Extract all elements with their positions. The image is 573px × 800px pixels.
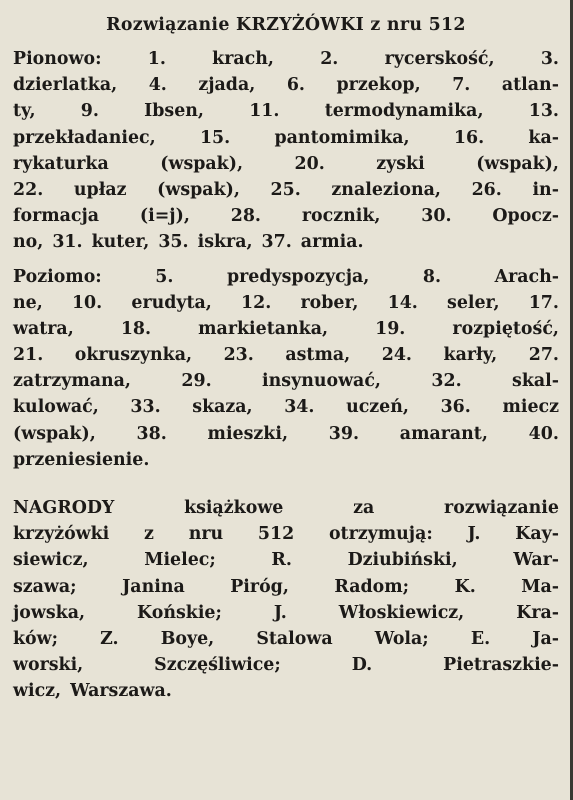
word: erudyta, [131, 292, 212, 313]
word: Radom; [334, 576, 410, 597]
word: worski, [13, 655, 84, 676]
word: znaleziona, [331, 179, 441, 200]
word: ne, [13, 292, 43, 313]
word: Ibsen, [144, 101, 204, 122]
word: 32. [431, 371, 462, 392]
word: 10. [71, 292, 103, 313]
word: 36. [440, 397, 471, 418]
word: 25. [270, 179, 301, 200]
word: rykaturka [13, 153, 109, 174]
text-line [13, 421, 559, 447]
word: rocznik, [301, 206, 381, 227]
word: Opocz- [492, 206, 559, 227]
word: 28. [230, 206, 261, 227]
word: miecz [502, 397, 559, 418]
word: uczeń, [346, 397, 409, 418]
word: 31. [52, 232, 83, 253]
word: nru [188, 524, 224, 545]
word: markietanka, [198, 318, 329, 339]
text-line [13, 652, 559, 678]
text-line [13, 177, 559, 203]
word: 40. [528, 423, 559, 444]
text-line [13, 46, 559, 72]
word: 21. [13, 345, 44, 366]
word: ka- [528, 127, 559, 148]
word: 24. [381, 345, 412, 366]
word: in- [532, 179, 559, 200]
word: J. [273, 602, 287, 623]
text-line [13, 368, 559, 394]
word: (wspak), [157, 179, 240, 200]
word: 6. [286, 75, 305, 96]
word: Kay- [515, 524, 559, 545]
word: karły, [443, 345, 498, 366]
word: Mielec; [144, 550, 216, 571]
word: przeniesienie. [13, 449, 150, 470]
word: Pionowo: [13, 49, 102, 69]
text-line [13, 547, 559, 573]
word: 34. [284, 397, 315, 418]
word: (wspak), [160, 153, 243, 174]
word: Włoskiewicz, [338, 602, 465, 623]
word: 3. [540, 49, 559, 69]
word: krzyżówki [13, 524, 110, 545]
word: no, [13, 232, 44, 253]
section-pionowo [13, 46, 559, 256]
word: 12. [241, 292, 272, 313]
word: szawa; [13, 576, 77, 597]
word: Warszawa. [70, 681, 172, 702]
word: astma, [285, 345, 351, 366]
word: 27. [528, 345, 559, 366]
word: mieszki, [207, 423, 288, 444]
text-line [13, 151, 559, 177]
word: 35. [158, 232, 189, 253]
word: 39. [328, 423, 360, 444]
text-line [13, 264, 559, 290]
word: Boye, [160, 628, 215, 649]
word: 9. [80, 101, 99, 122]
word: przekładaniec, [13, 127, 156, 148]
section-poziomo [13, 264, 559, 474]
word: 26. [471, 179, 502, 200]
word: ty, [13, 101, 36, 122]
word: kulować, [13, 397, 99, 418]
word: zyski [376, 153, 425, 174]
word: zjada, [198, 75, 256, 96]
word: Dziubiński, [347, 550, 458, 571]
text-line [13, 98, 559, 124]
word: 14. [387, 292, 418, 313]
text-line [13, 290, 559, 316]
word: 37. [261, 232, 292, 253]
word: (wspak), [476, 153, 559, 174]
word: Ja- [532, 628, 559, 649]
word: Stalowa [256, 628, 333, 649]
word: siewicz, [13, 550, 89, 571]
text-line [13, 342, 559, 368]
word: 38. [136, 423, 167, 444]
word: 29. [181, 371, 212, 392]
word: armia. [300, 232, 364, 253]
word: 1. [147, 49, 166, 69]
word: formacja [13, 206, 100, 227]
word: D. [351, 655, 373, 676]
word: jowska, [13, 602, 86, 623]
word: seler, [447, 292, 500, 313]
word: książkowe [184, 498, 284, 518]
text-line [13, 229, 559, 255]
word: Ma- [521, 576, 559, 597]
word: 5. [155, 266, 174, 287]
text-line [13, 394, 559, 420]
word: z [144, 524, 154, 545]
word: skaza, [192, 397, 253, 418]
word: 23. [223, 345, 254, 366]
text-line [13, 574, 559, 600]
word: Piróg, [230, 576, 289, 597]
word: 17. [528, 292, 559, 313]
word: 20. [294, 153, 325, 174]
word: K. [454, 576, 476, 597]
word: 16. [453, 127, 485, 148]
word: 13. [528, 101, 559, 122]
word: R. [271, 550, 292, 571]
word: (wspak), [13, 423, 96, 444]
word: upłaz [73, 179, 127, 200]
word: NAGRODY [13, 498, 115, 518]
text-line [13, 447, 559, 473]
word: Poziomo: [13, 266, 102, 287]
word: przekop, [336, 75, 421, 96]
word: Końskie; [137, 602, 222, 623]
word: 15. [199, 127, 231, 148]
word: wicz, [13, 681, 62, 702]
word: pantomimika, [274, 127, 410, 148]
word: 8. [422, 266, 442, 287]
page-title: Rozwiązanie KRZYŻÓWKI z nru 512 [106, 15, 466, 35]
word: War- [513, 550, 559, 571]
word: 30. [421, 206, 452, 227]
word: 7. [452, 75, 471, 96]
word: E. [470, 628, 491, 649]
word: predyspozycja, [226, 266, 370, 287]
word: kuter, [91, 232, 150, 253]
word: za [353, 498, 375, 518]
word: ków; [13, 628, 59, 649]
text-line [13, 125, 559, 151]
word: okruszynka, [74, 345, 193, 366]
text-line [13, 521, 559, 547]
word: Arach- [494, 266, 559, 287]
word: rozpiętość, [452, 318, 559, 339]
word: atlan- [501, 75, 559, 96]
section-nagrody [13, 495, 559, 705]
word: Z. [100, 628, 119, 649]
word: (i=j), [139, 206, 190, 227]
word: rozwiązanie [444, 498, 559, 518]
text-line [13, 495, 559, 521]
word: 33. [130, 397, 161, 418]
word: rycerskość, [384, 49, 495, 69]
word: Szczęśliwice; [154, 655, 281, 676]
word: dzierlatka, [13, 75, 118, 96]
word: 22. [13, 179, 44, 200]
word: otrzymują: [328, 524, 433, 545]
text-line [13, 626, 559, 652]
word: termodynamika, [324, 101, 484, 122]
word: watra, [13, 318, 74, 339]
word: 11. [249, 101, 280, 122]
word: J. [467, 524, 481, 545]
word: skal- [512, 371, 559, 392]
word: 4. [148, 75, 167, 96]
word: amarant, [399, 423, 488, 444]
text-line [13, 316, 559, 342]
word: zatrzymana, [13, 371, 131, 392]
word: krach, [212, 49, 274, 69]
word: 18. [120, 318, 152, 339]
text-line [13, 678, 559, 704]
word: Wola; [374, 628, 429, 649]
word: iskra, [197, 232, 253, 253]
word: 19. [375, 318, 406, 339]
word: rober, [300, 292, 359, 313]
text-line [13, 203, 559, 229]
word: Kra- [516, 602, 559, 623]
word: Pietraszkie- [443, 655, 559, 676]
word: Janina [122, 576, 185, 597]
word: 2. [320, 49, 339, 69]
word: 512 [257, 524, 295, 545]
text-line [13, 600, 559, 626]
text-line [13, 72, 559, 98]
word: insynuować, [262, 371, 381, 392]
